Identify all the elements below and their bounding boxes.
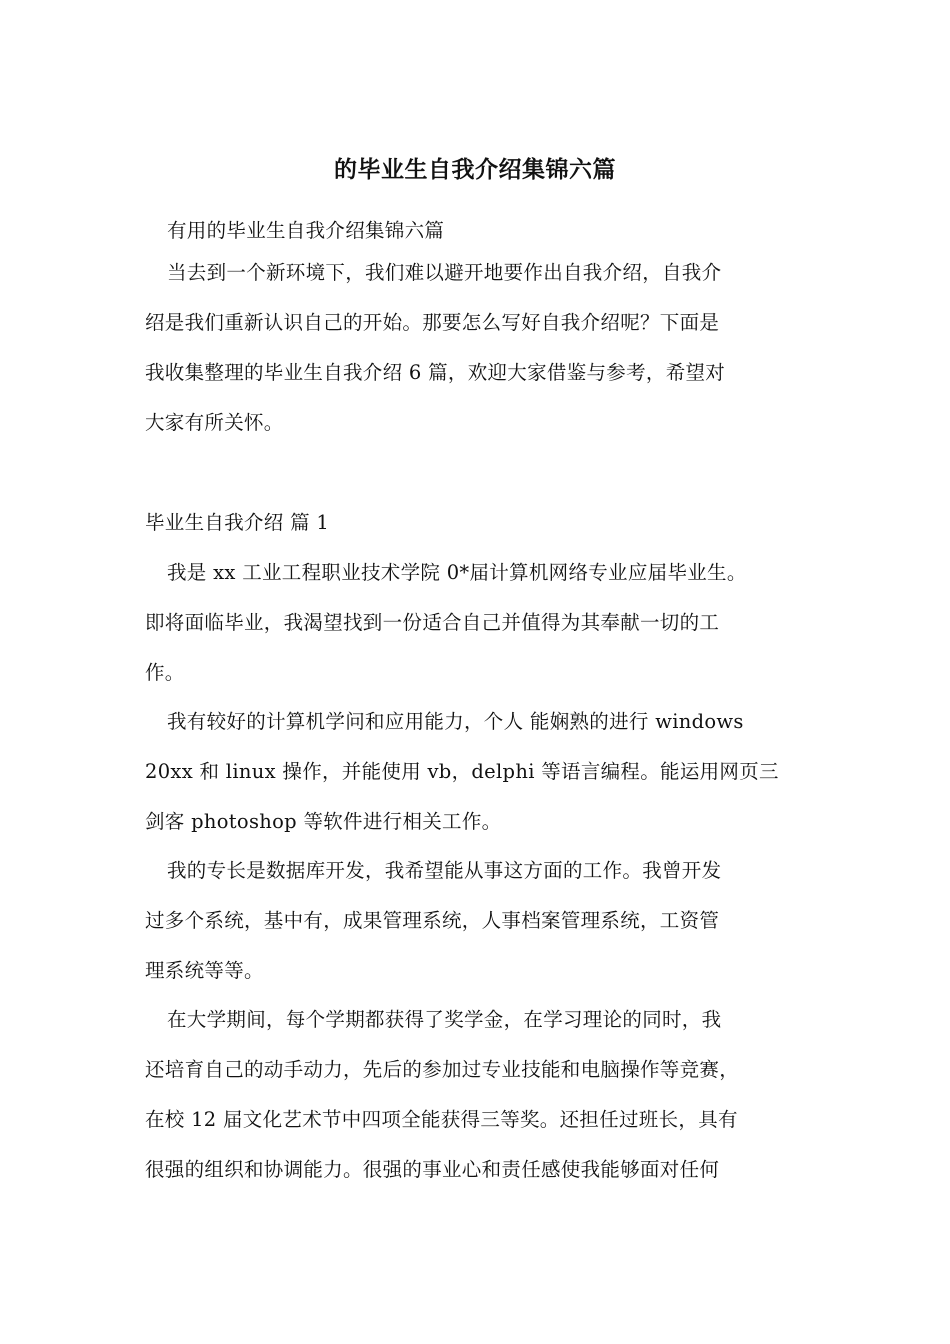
paragraph-line: 即将面临毕业，我渴望找到一份适合自己并值得为其奉献一切的工 [145,611,720,634]
paragraph-line: 在校 12 届文化艺术节中四项全能获得三等奖。还担任过班长，具有 [145,1108,738,1131]
document-title: 的毕业生自我介绍集锦六篇 [334,156,616,183]
paragraph-line: 过多个系统，基中有，成果管理系统，人事档案管理系统，工资管 [145,909,720,932]
paragraph-line: 我有较好的计算机学问和应用能力，个人 能娴熟的进行 windows [167,710,744,733]
paragraph-line: 作。 [145,661,185,684]
intro-line: 绍是我们重新认识自己的开始。那要怎么写好自我介绍呢？下面是 [145,311,720,334]
paragraph-line: 我是 xx 工业工程职业技术学院 0*届计算机网络专业应届毕业生。 [167,561,747,584]
paragraph-line: 剑客 photoshop 等软件进行相关工作。 [145,810,502,833]
paragraph-line: 20xx 和 linux 操作，并能使用 vb，delphi 等语言编程。能运用网页三 [145,760,779,783]
intro-line: 大家有所关怀。 [145,411,284,434]
intro-line: 当去到一个新环境下，我们难以避开地要作出自我介绍，自我介 [167,261,722,284]
paragraph-line: 理系统等等。 [145,959,264,982]
body-paragraph [145,995,820,1195]
paragraph-line: 我的专长是数据库开发，我希望能从事这方面的工作。我曾开发 [167,859,722,882]
body-paragraph [145,548,820,698]
paragraph-line: 还培育自己的动手动力，先后的参加过专业技能和电脑操作等竞赛， [145,1058,740,1081]
section-heading: 毕业生自我介绍 篇 1 [145,511,330,534]
paragraph-line: 很强的组织和协调能力。很强的事业心和责任感使我能够面对任何 [145,1158,720,1181]
section-heading-block [145,498,820,548]
body-paragraph [145,846,820,996]
intro-line: 我收集整理的毕业生自我介绍 6 篇，欢迎大家借鉴与参考，希望对 [145,361,726,384]
body-paragraph [145,697,820,847]
document-subtitle: 有用的毕业生自我介绍集锦六篇 [167,219,445,242]
intro-paragraph [145,248,820,448]
paragraph-line: 在大学期间，每个学期都获得了奖学金，在学习理论的同时，我 [167,1008,722,1031]
